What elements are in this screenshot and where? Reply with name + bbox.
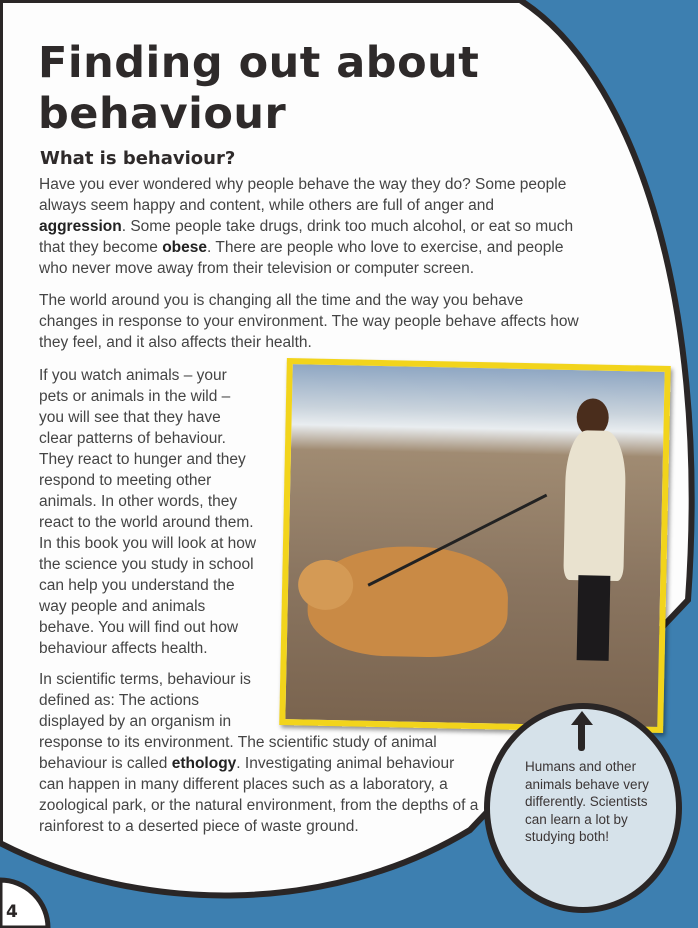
paragraph-intro: Have you ever wondered why people behave the way they do? Some people always seem happy and content, while others are full of anger and aggression. Some people take drugs, drink too much alcohol, or eat so much that they become obese. There are people who love to exercise, and people who never move away from their television or computer screen. [39, 176, 574, 277]
keyword-ethology: ethology [171, 755, 237, 772]
arrow-up-icon [571, 711, 593, 725]
boy-legs [577, 575, 611, 661]
page-number: 4 [6, 902, 18, 922]
paragraph-definition: In scientific terms, behaviour is defined as: The actions displayed by an organism in response to its environment. The scientific study of animal behaviour is called ethology. Investigating animal behaviour can happen in many different places such as a laboratory, a zoological park, or the natural environment, from the depths of a rainforest to a deserted piece of waste ground. [39, 671, 479, 835]
title-line-2: behaviour [38, 89, 287, 139]
keyword-aggression: aggression [39, 218, 122, 235]
section-heading: What is behaviour? [40, 148, 236, 169]
photo-boy-walking-dog [279, 358, 671, 733]
boy-figure [563, 430, 626, 581]
photo-caption: Humans and other animals behave very differently. Scientists can learn a lot by studying both! [525, 759, 649, 844]
title-line-1: Finding out about [38, 38, 480, 88]
keyword-obese: obese [162, 239, 208, 256]
paragraph-environment: The world around you is changing all the time and the way you behave changes in response to your environment. The way people behave affects how they feel, and it also affects their health. [39, 292, 579, 351]
page-title [38, 38, 479, 140]
arrow-shaft [578, 724, 585, 751]
paragraph-animals: If you watch animals – your pets or animals in the wild – you will see that they have clear patterns of behaviour. They react to hunger and they respond to meeting other animals. In other words, they react to the world around them. In this book you will look at how the science you study in school can help you understand the way people and animals behave. You will find out how behaviour affects health. [39, 367, 257, 657]
